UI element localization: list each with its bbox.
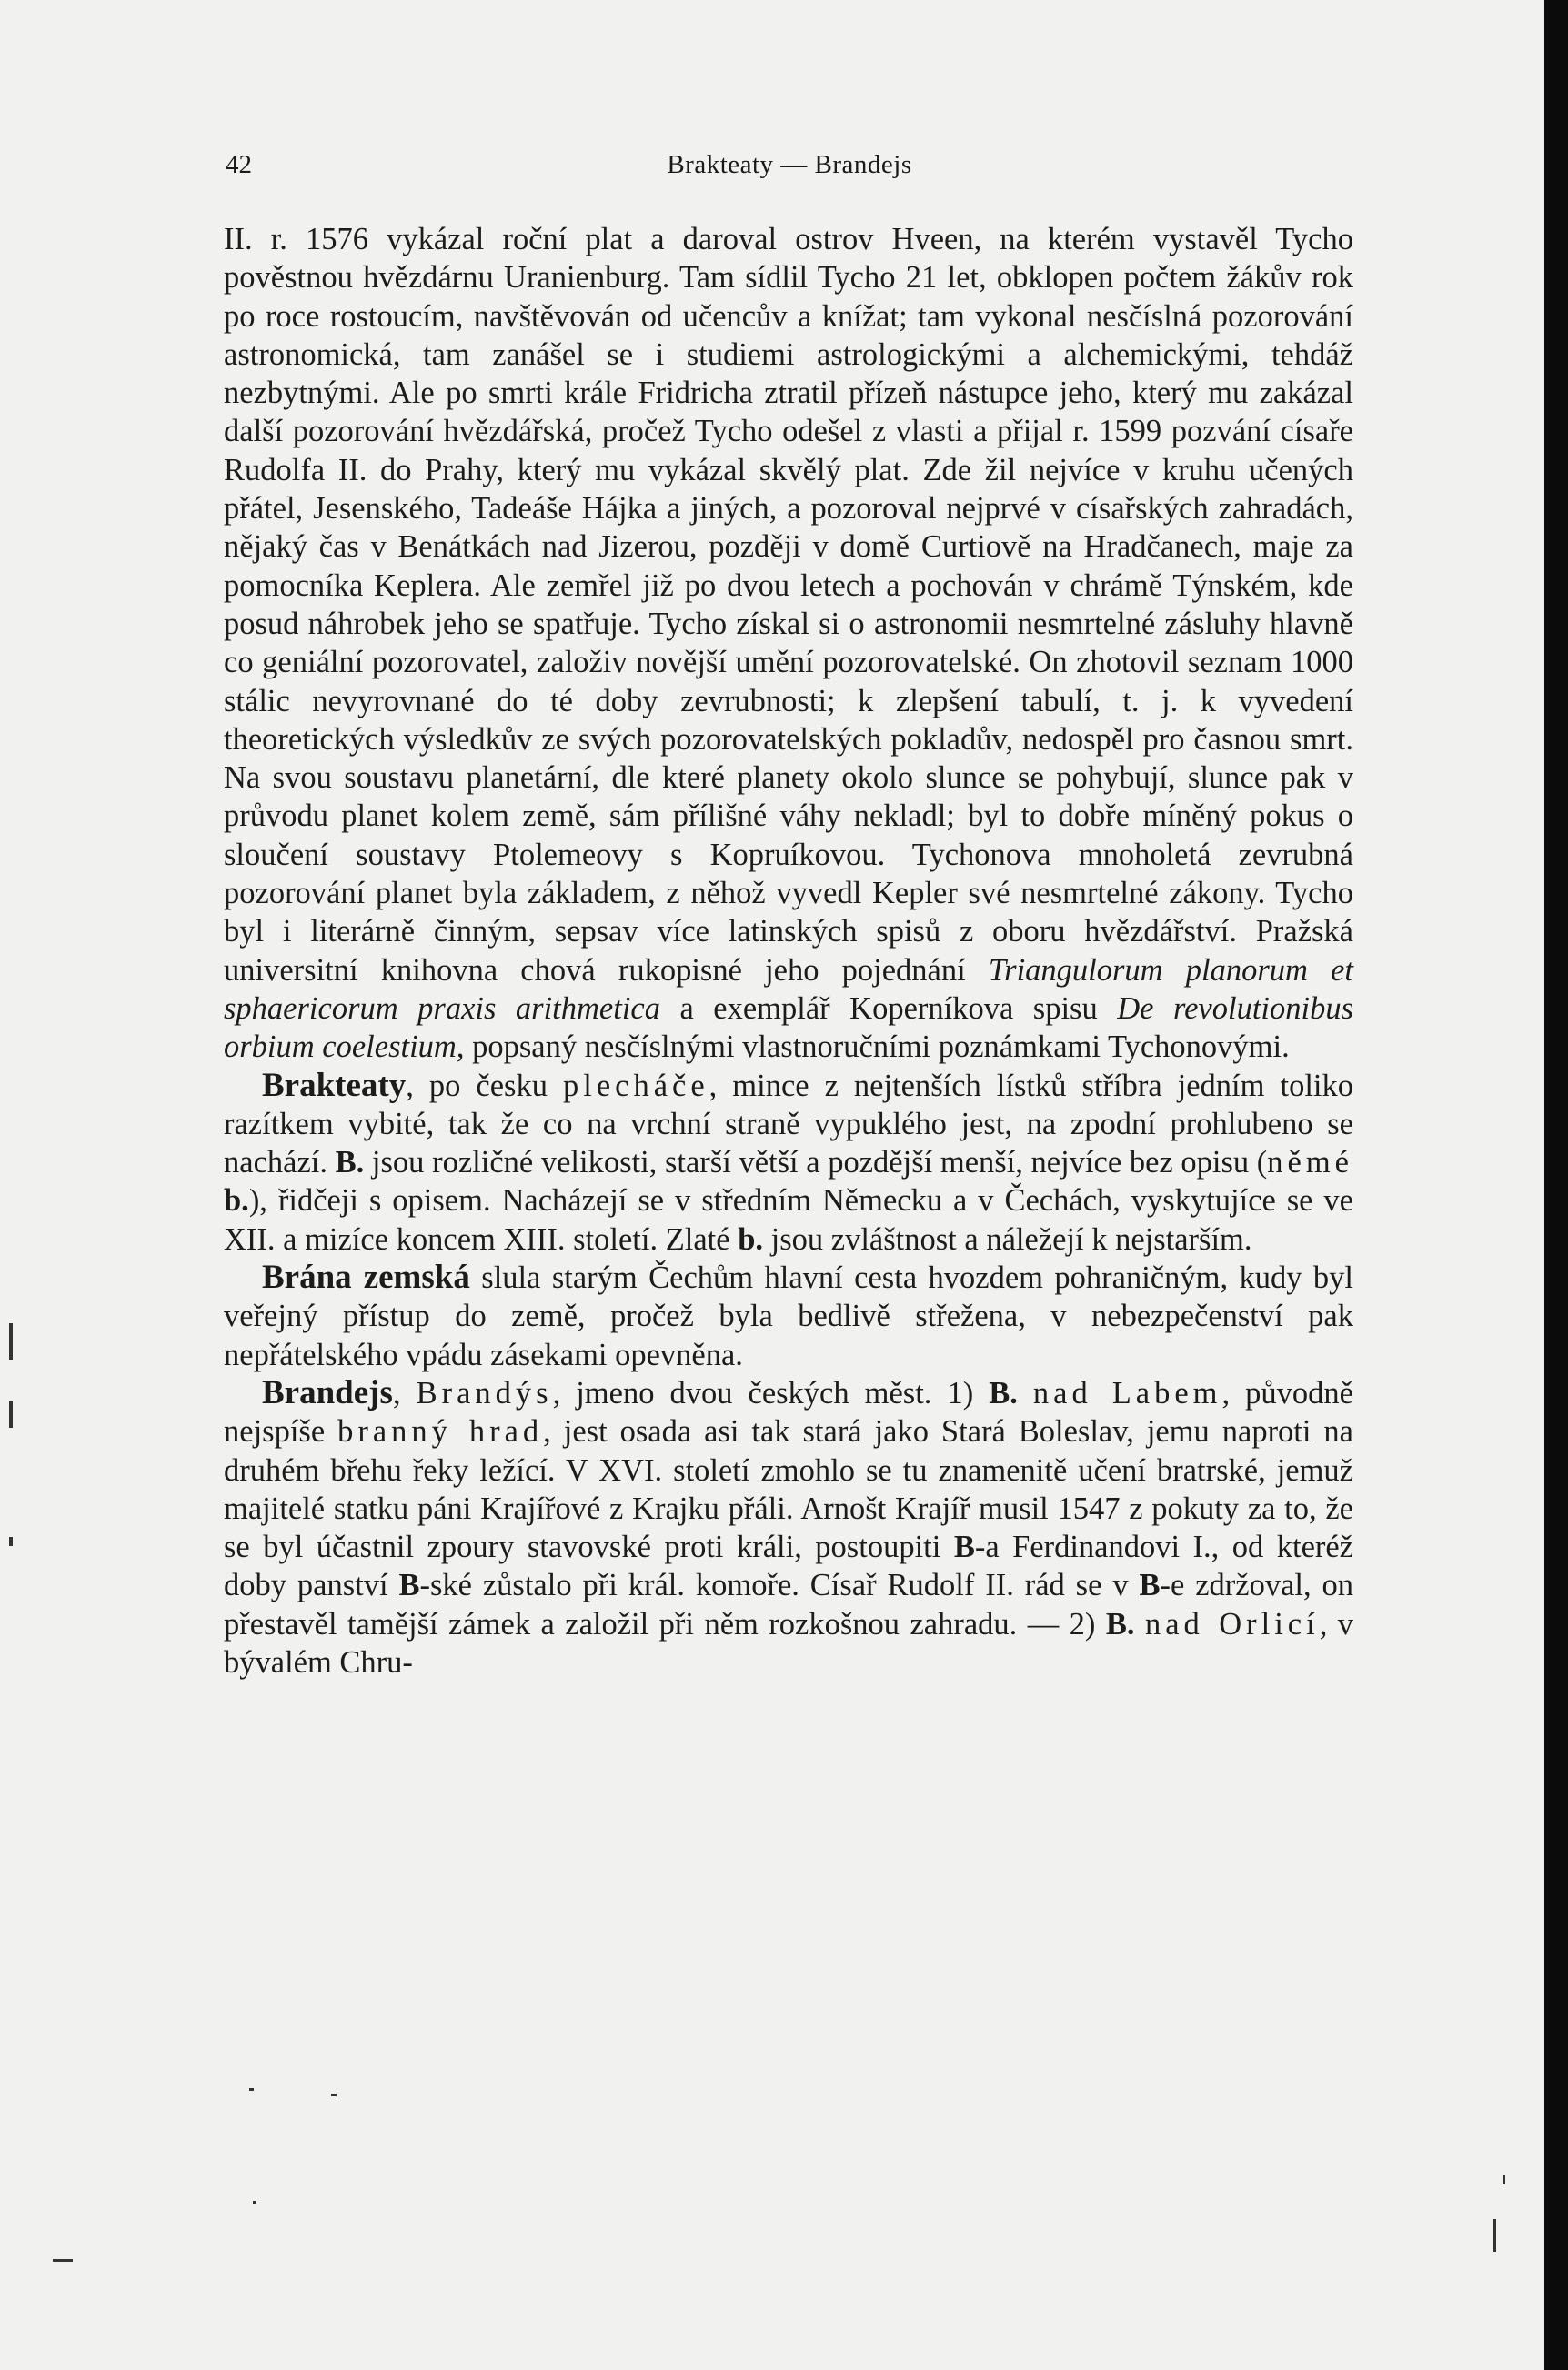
brandejs-text-9 [1135,1607,1145,1642]
brandejs-abbr-5: B. [1105,1606,1135,1642]
brakteaty-text-1: , po česku [406,1068,563,1103]
brandejs-text-1: , [392,1375,417,1411]
scan-speck [253,2201,256,2204]
tycho-work-title-1: Triangulorum planorum et sphaericorum praxis arithmetica [224,952,1353,1026]
page-number: 42 [226,150,252,179]
tycho-text-2: a exemplář Koperníkova spisu [659,990,1118,1026]
page-body [224,220,1353,1682]
scan-speck [53,2259,73,2262]
scan-speck [331,2094,337,2096]
tycho-work-title-2: De revolutionibus orbium coelestium [224,990,1354,1065]
scan-speck [1503,2175,1505,2184]
entry-brandejs [224,1374,1353,1682]
page-header [226,150,1353,196]
headword-brakteaty: Brakteaty [262,1066,407,1104]
brandejs-text-10: , v bývalém Chru- [224,1606,1354,1680]
brandejs-text-3 [1018,1376,1033,1411]
scan-speck [1493,2219,1496,2252]
brakteaty-text-2: , mince z nejtenších lístků stříbra jedním toliko razítkem vybité, tak že co na vrchní straně vypuklého jest, na zpodní prohlubeno se nachází. [224,1068,1353,1180]
brandejs-abbr-2: B [953,1530,975,1565]
running-title: Brakteaty — Brandejs [667,150,912,179]
brandejs-abbr-1: B. [989,1375,1018,1411]
brakteaty-text-3: jsou rozličné velikosti, starší větší a pozdější menší, nejvíce bez opisu ( [364,1145,1268,1180]
brakteaty-text-6: jsou zvláštnost a náležejí k nejstarším. [763,1221,1252,1257]
scan-speck [9,1323,13,1360]
scan-speck [9,1401,13,1428]
tycho-text-1: II. r. 1576 vykázal roční plat a daroval ostrov Hveen, na kterém vystavěl Tycho pověstnou hvězdárnu Uranienburg. Tam sídlil Tycho 21 let, obklopen počtem žákův rok po roce rostoucím, navštěvován od učencův a knížat; tam vykonal nesčíslná pozorování astronomická, tam zanášel se i studiemi astrologickými a alchemickými, tehdáž nezbytnými. Ale po smrti krále Fridricha ztratil přízeň nástupce jeho, který mu zakázal další pozorování hvězdářská, pročež Tycho odešel z vlasti a přijal r. 1599 pozvání císaře Rudolfa II. do Prahy, který mu vykázal skvělý plat. Zde žil nejvíce v kruhu učených přátel, Jesenského, Tadeáše Hájka a jiných, a pozoroval nejprvé v císařských zahradách, nějaký čas v Benátkách nad Jizerou, později v domě Curtiově na Hradčanech, maje za pomocníka Keplera. Ale zemřel již po dvou letech a pochován v chrámě Týnském, kde posud náhrobek jeho se spatřuje. Tycho získal si o astronomii nesmrtelné zásluhy hlavně co geniální pozorovatel, založiv novější umění pozorovatelské. On zhotovil seznam 1000 stálic nevyrovnané do té doby zevrubnosti; k zlepšení tabulí, t. j. k vyvedení theoretických výsledkův ze svých pozorovatelských pokladův, nedospěl pro časnou smrt. Na svou soustavu planetární, dle které planety okolo slunce se pohybují, slunce pak v průvodu planet kolem země, sám přílišné váhy nekladl; byl to dobře míněný pokus o sloučení soustavy Ptolemeovy s Kopruíkovou. Tychonova mnoholetá zevrubná pozorování planet byla základem, z něhož vyvedl Kepler své nesmrtelné zákony. Tycho byl i literárně činným, sepsav více latinských spisů z oboru hvězdářství. Pražská universitní knihovna chová rukopisné jeho pojednání [224,222,1353,988]
brandejs-gloss: branný hrad [337,1414,544,1450]
scan-speck [9,1537,13,1546]
brakteaty-term: němé [1267,1145,1353,1180]
headword-brandejs: Brandejs [262,1373,393,1411]
brandejs-text-5: , jest osada asi tak stará jako Stará Boleslav, jemu naproti na druhém břehu řeky ležící. V XVI. století zmohlo se tu znamenitě učení bratrské, jemuž majitelé statku páni Krajířové z Krajku přáli. Arnošt Krajíř musil 1547 z pokuty za to, že se byl účastnil zpoury stavovské proti králi, postoupiti [224,1414,1353,1565]
scan-speck [249,2088,254,2091]
brakteaty-abbr-1: B. [335,1145,365,1180]
brandejs-text-2: , jmeno dvou českých měst. 1) [552,1375,990,1411]
brandejs-place-2: nad Orlicí [1144,1606,1320,1642]
brandejs-place-1: nad Labem [1032,1375,1222,1411]
headword-brana-zemska: Brána zemská [262,1259,470,1297]
brakteaty-text-5: ), řidčeji s opisem. Nacházejí se v středním Německu a v Čechách, vyskytujíce se ve XII. a mizíce koncem XIII. století. Zlaté [224,1183,1353,1257]
brakteaty-abbr-3: b. [738,1221,764,1257]
brakteaty-synonym: plecháče [562,1068,709,1103]
brandejs-text-6: -a Ferdinandovi I., od kteréž doby panství [224,1530,1353,1603]
tycho-text-3: , popsaný nesčíslnými vlastnoručními poznámkami Tychonovými. [456,1029,1290,1065]
brandejs-text-7: -ské zůstalo při král. komoře. Císař Rudolf II. rád se v [419,1568,1140,1603]
entry-brana-zemska [224,1259,1353,1374]
entry-brakteaty [224,1067,1353,1259]
brandejs-abbr-4: B [1139,1568,1161,1603]
brana-text: slula starým Čechům hlavní cesta hvozdem pohraničným, kudy byl veřejný přístup do země, pročež byla bedlivě střežena, v nebezpečenství pak nepřátelského vpádu zásekami opevněna. [224,1260,1353,1372]
scan-dark-edge [1544,0,1568,2370]
brandejs-text-8: -e zdržoval, on přestavěl tamější zámek a založil při něm rozkošnou zahradu. — 2) [224,1568,1353,1642]
brakteaty-abbr-2: b. [224,1183,249,1219]
brandejs-text-4: , původně nejspíše [224,1375,1353,1450]
brandejs-abbr-3: B [398,1568,420,1603]
entry-tycho-continuation [224,220,1353,1067]
brandejs-variant: Brandýs [416,1375,553,1411]
